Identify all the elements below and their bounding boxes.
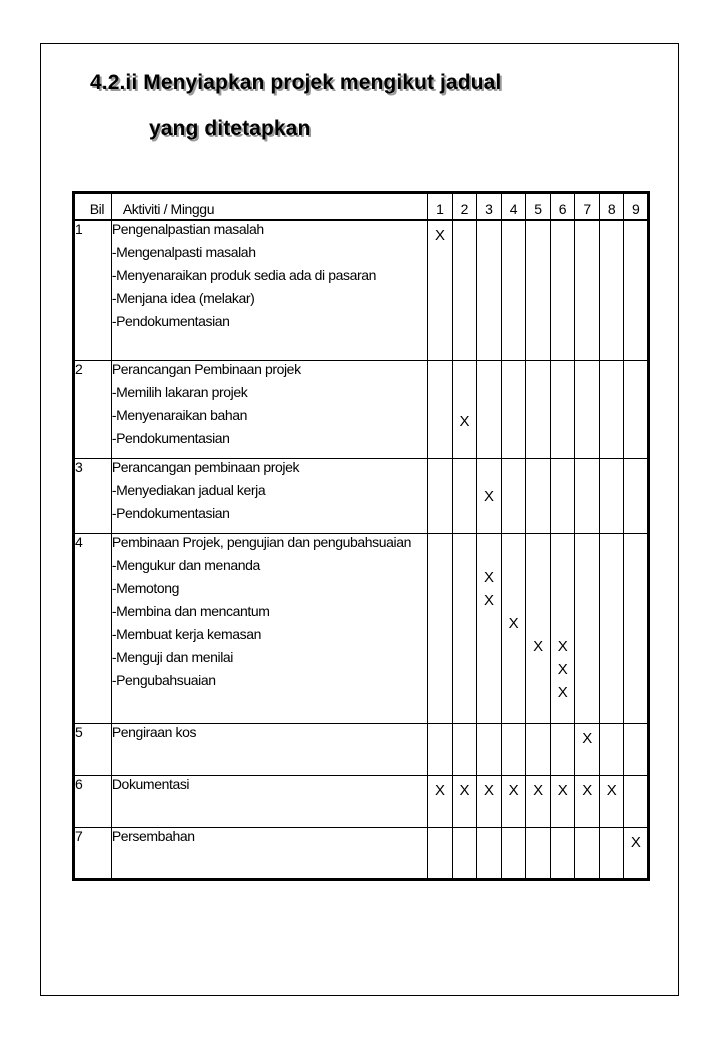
schedule-mark: X (557, 638, 568, 656)
week-cell (501, 827, 526, 879)
week-cell (575, 458, 600, 533)
week-cell (526, 827, 551, 879)
week-cell (624, 723, 649, 775)
schedule-mark: X (508, 781, 519, 799)
week-cell (575, 723, 600, 775)
week-cell (501, 360, 526, 458)
page-title-line-2: yang ditetapkan (149, 117, 311, 140)
activity-step: -Membina dan mencantum (111, 602, 270, 619)
week-cell (599, 458, 624, 533)
header-week: 2 (452, 193, 477, 221)
week-cell (599, 775, 624, 827)
activity-title: Pembinaan Projek, pengujian dan pengubahsuaian (111, 533, 412, 550)
week-cell (526, 723, 551, 775)
week-cell (427, 775, 452, 827)
row-number: 3 (74, 458, 112, 533)
header-week: 6 (550, 193, 575, 221)
row-number: 7 (74, 827, 112, 879)
project-schedule-table (72, 191, 650, 881)
header-activity: Aktiviti / Minggu (111, 193, 427, 221)
week-cell (452, 360, 477, 458)
table-row (74, 533, 649, 723)
schedule-mark: X (434, 227, 445, 244)
week-cell (427, 723, 452, 775)
activity-title: Pengiraan kos (111, 723, 197, 740)
schedule-mark: X (508, 615, 519, 633)
row-number: 1 (74, 220, 112, 360)
activity-step: -Menyenaraikan bahan (111, 406, 248, 423)
week-cell (501, 723, 526, 775)
activity-step: -Mengukur dan menanda (111, 556, 260, 573)
activity-step: -Menyediakan jadual kerja (111, 481, 266, 498)
week-cell (477, 827, 502, 879)
activity-title: Pengenalpastian masalah (111, 221, 264, 237)
week-cell (599, 220, 624, 360)
week-cell (575, 533, 600, 723)
header-week: 1 (427, 193, 452, 221)
activity-step: -Pendokumentasian (111, 429, 230, 446)
week-cell (599, 723, 624, 775)
week-cell (501, 220, 526, 360)
week-cell (624, 533, 649, 723)
header-week: 3 (477, 193, 502, 221)
week-cell (427, 360, 452, 458)
activity-title: Dokumentasi (111, 775, 190, 792)
week-cell (452, 775, 477, 827)
week-cell (501, 775, 526, 827)
activity-step: -Pendokumentasian (111, 313, 230, 329)
week-cell (452, 723, 477, 775)
week-cell (452, 458, 477, 533)
schedule-mark: X (557, 781, 568, 799)
week-cell (427, 220, 452, 360)
week-cell (599, 360, 624, 458)
header-bil: Bil (74, 193, 112, 221)
week-cell (550, 533, 575, 723)
schedule-mark: X (630, 833, 641, 851)
schedule-mark: X (434, 781, 445, 799)
week-cell (427, 533, 452, 723)
schedule-mark: X (459, 781, 470, 799)
schedule-mark: X (484, 569, 494, 587)
week-cell (599, 533, 624, 723)
schedule-mark: X (533, 781, 543, 799)
activity-cell (111, 360, 427, 458)
schedule-mark: X (484, 781, 494, 799)
week-cell (501, 533, 526, 723)
week-cell (452, 533, 477, 723)
week-cell (477, 723, 502, 775)
header-week: 4 (501, 193, 526, 221)
week-cell (526, 533, 551, 723)
week-cell (550, 723, 575, 775)
week-cell (477, 458, 502, 533)
schedule-mark: X (557, 661, 568, 679)
schedule-mark: X (557, 684, 568, 702)
week-cell (477, 360, 502, 458)
week-cell (575, 360, 600, 458)
week-cell (526, 360, 551, 458)
week-cell (452, 220, 477, 360)
header-week: 8 (599, 193, 624, 221)
week-cell (477, 220, 502, 360)
activity-title: Perancangan Pembinaan projek (111, 360, 301, 377)
table-row (74, 775, 649, 827)
table-row (74, 458, 649, 533)
header-week: 5 (526, 193, 551, 221)
row-number: 5 (74, 723, 112, 775)
row-number: 4 (74, 533, 112, 723)
week-cell (526, 458, 551, 533)
row-number: 6 (74, 775, 112, 827)
activity-cell (111, 775, 427, 827)
header-week: 9 (624, 193, 649, 221)
activity-cell (111, 533, 427, 723)
table-row (74, 360, 649, 458)
activity-step: -Menjana idea (melakar) (111, 290, 255, 306)
activity-step: -Membuat kerja kemasan (111, 625, 261, 642)
activity-step: -Memotong (111, 579, 180, 596)
table-row (74, 723, 649, 775)
schedule-mark: X (484, 487, 494, 505)
table-row (74, 827, 649, 879)
week-cell (501, 458, 526, 533)
week-cell (526, 775, 551, 827)
week-cell (575, 775, 600, 827)
activity-step: -Pendokumentasian (111, 504, 230, 521)
activity-title: Perancangan pembinaan projek (111, 458, 300, 475)
activity-cell (111, 827, 427, 879)
row-number: 2 (74, 360, 112, 458)
week-cell (624, 220, 649, 360)
table-row (74, 220, 649, 360)
week-cell (575, 220, 600, 360)
schedule-mark: X (484, 592, 494, 610)
week-cell (624, 458, 649, 533)
week-cell (624, 827, 649, 879)
week-cell (427, 827, 452, 879)
header-week: 7 (575, 193, 600, 221)
week-cell (624, 775, 649, 827)
activity-step: -Pengubahsuaian (111, 671, 216, 688)
week-cell (575, 827, 600, 879)
week-cell (550, 220, 575, 360)
week-cell (526, 220, 551, 360)
activity-title: Persembahan (111, 827, 195, 844)
activity-step: -Menguji dan menilai (111, 648, 234, 665)
activity-step: -Mengenalpasti masalah (111, 244, 256, 260)
table-header-row (74, 193, 649, 221)
activity-cell (111, 458, 427, 533)
schedule-mark: X (582, 781, 592, 799)
week-cell (452, 827, 477, 879)
week-cell (477, 775, 502, 827)
week-cell (550, 360, 575, 458)
week-cell (550, 775, 575, 827)
week-cell (624, 360, 649, 458)
schedule-mark: X (533, 638, 543, 656)
week-cell (550, 458, 575, 533)
week-cell (550, 827, 575, 879)
week-cell (477, 533, 502, 723)
activity-step: -Menyenaraikan produk sedia ada di pasaran (111, 267, 377, 283)
activity-step: -Memilih lakaran projek (111, 383, 248, 400)
schedule-mark: X (459, 412, 470, 430)
page-title-line-1: 4.2.ii Menyiapkan projek mengikut jadual (90, 71, 502, 94)
schedule-mark: X (606, 781, 617, 799)
week-cell (599, 827, 624, 879)
schedule-mark: X (582, 729, 592, 747)
week-cell (427, 458, 452, 533)
activity-cell (111, 220, 427, 360)
activity-cell (111, 723, 427, 775)
